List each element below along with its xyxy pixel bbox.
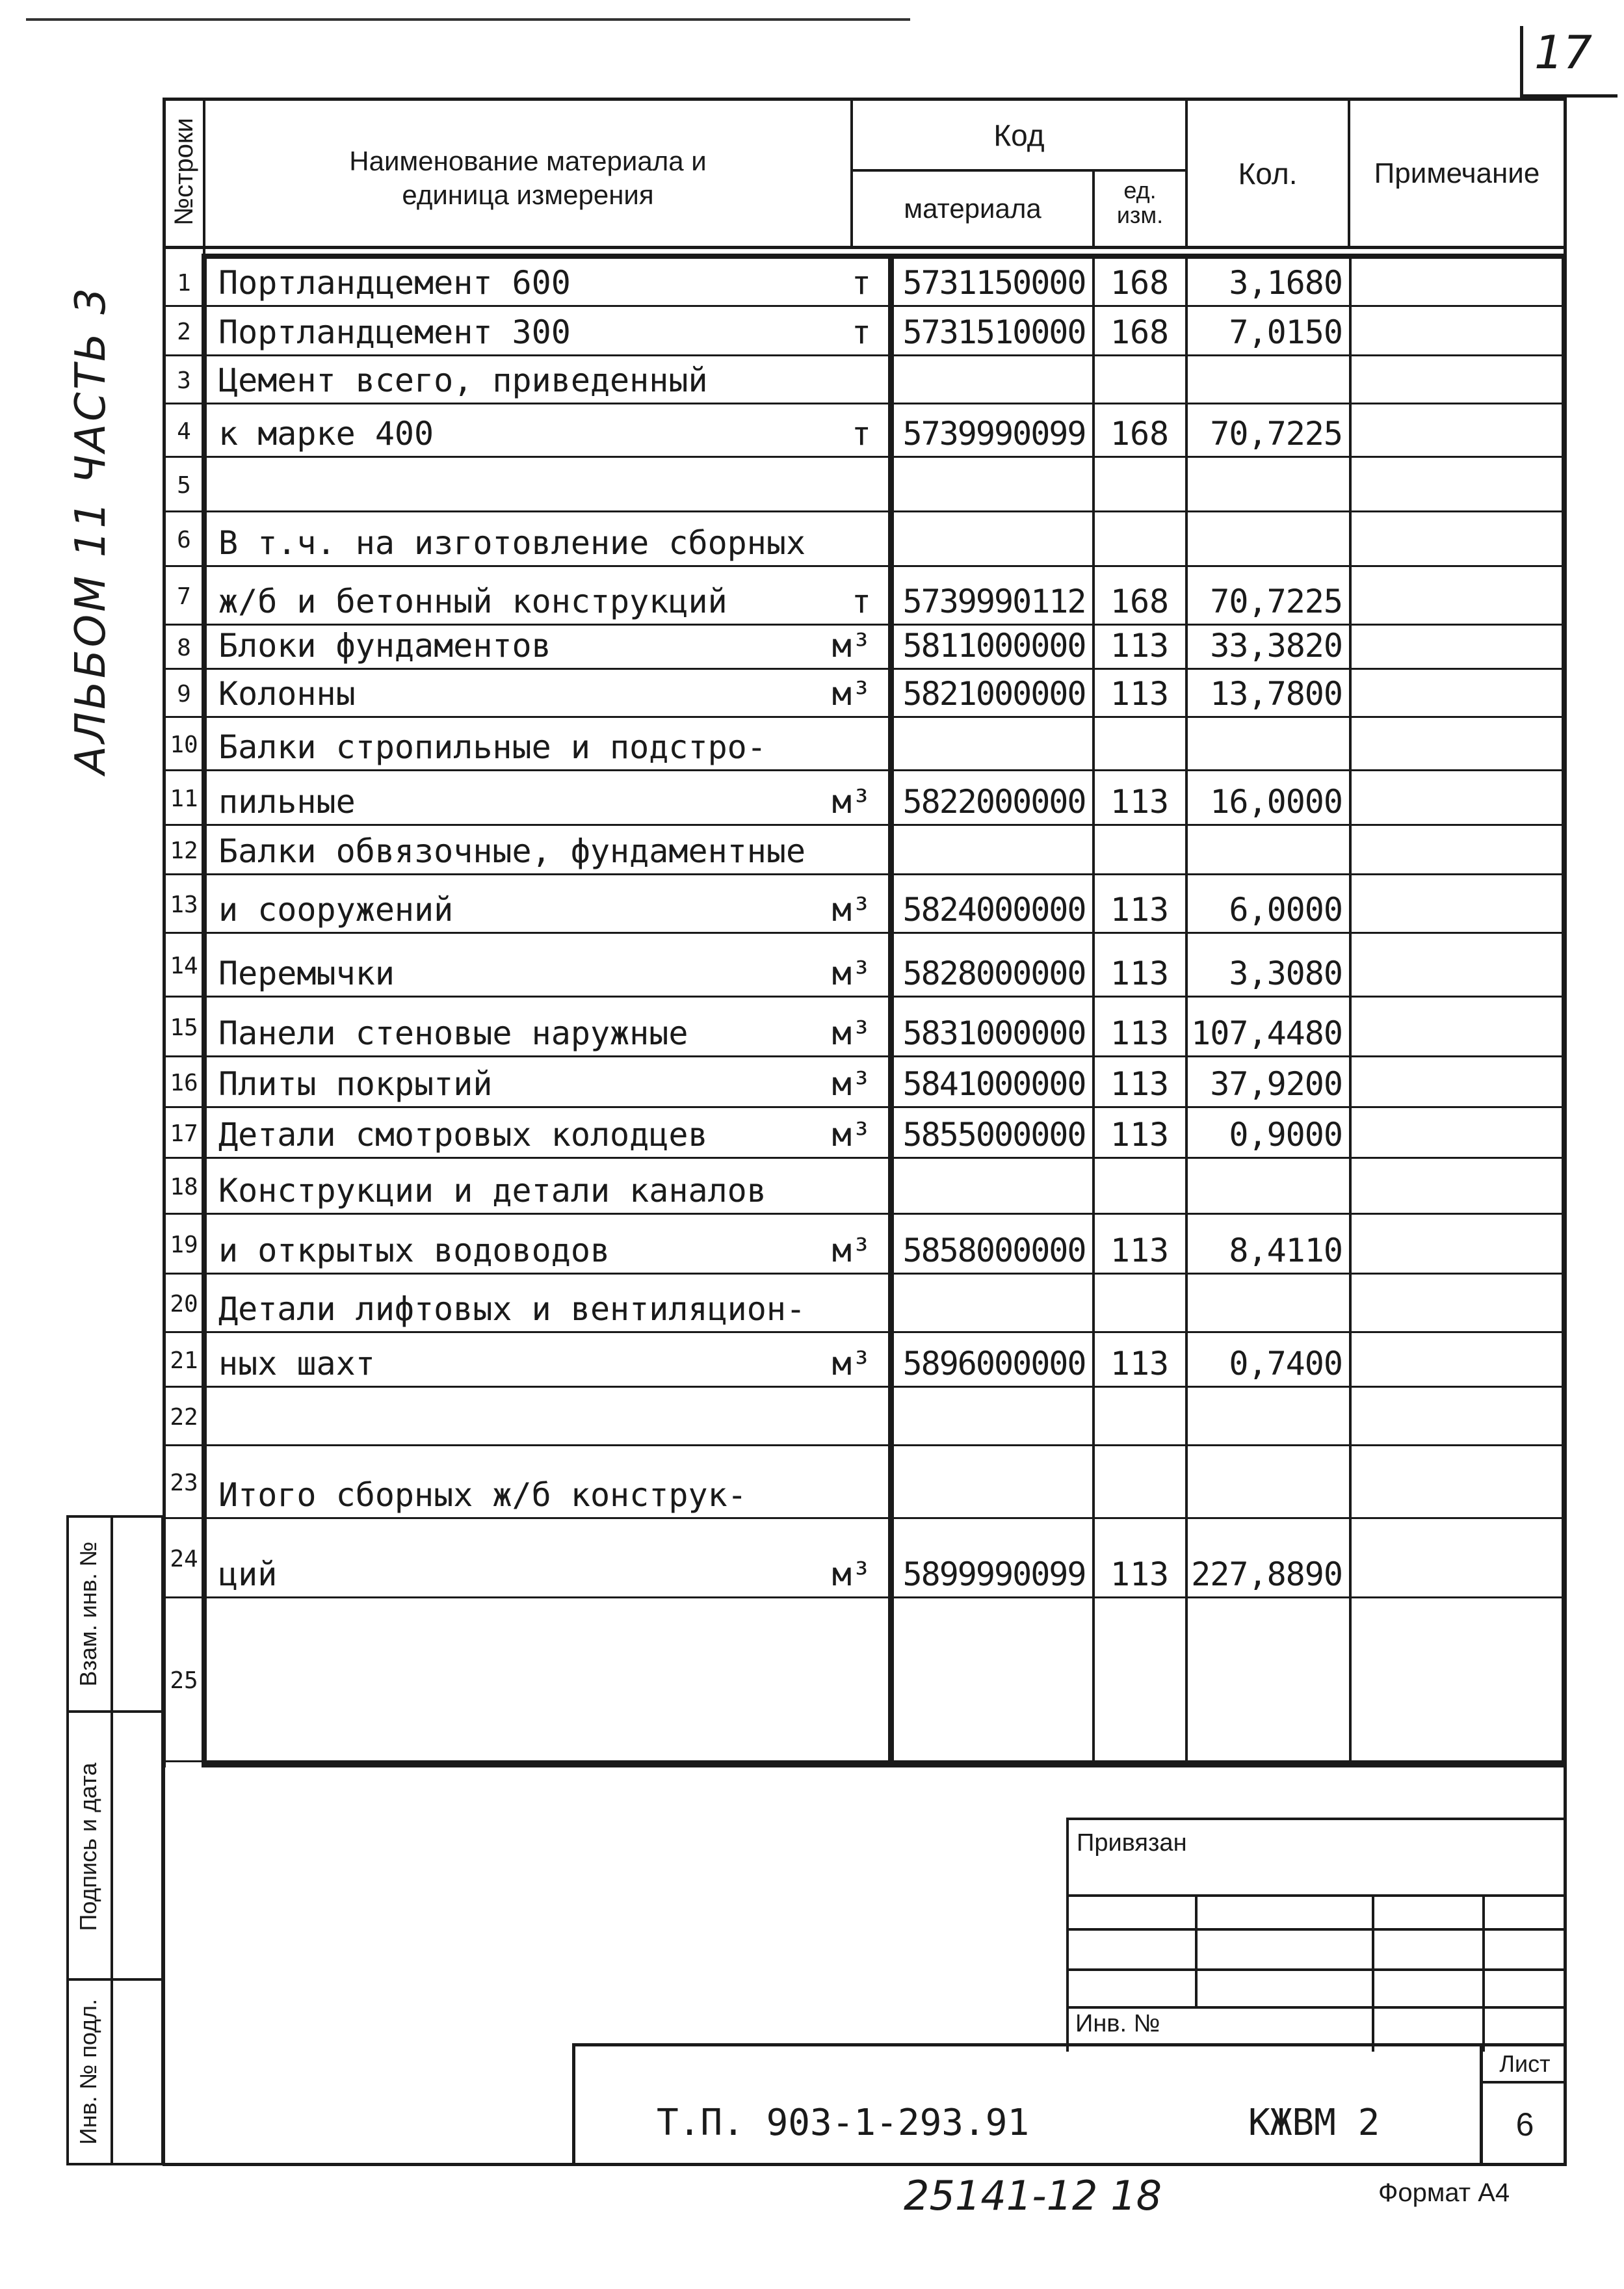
row-material-code: 5831000000 xyxy=(902,1014,1086,1052)
row-number: 11 xyxy=(170,785,198,812)
table-row xyxy=(163,458,1567,512)
table-row xyxy=(163,1159,1567,1215)
row-name: Балки обвязочные, фундаментные xyxy=(218,832,806,870)
row-unit: м³ xyxy=(832,955,871,992)
row-material-code: 5811000000 xyxy=(902,627,1086,665)
table-row xyxy=(163,567,1567,626)
table-row xyxy=(163,259,1567,307)
row-unit: м³ xyxy=(832,1014,871,1052)
row-qty: 16,0000 xyxy=(1210,783,1342,821)
inv-no-label: Инв. № xyxy=(1075,2010,1160,2037)
row-unit: м³ xyxy=(832,1232,871,1269)
table-row xyxy=(163,934,1567,998)
table-row xyxy=(163,356,1567,404)
row-material-code: 5841000000 xyxy=(902,1065,1086,1103)
row-number: 15 xyxy=(170,1014,198,1041)
row-qty: 70,7225 xyxy=(1210,583,1342,620)
row-unit: т xyxy=(851,264,871,302)
row-qty: 33,3820 xyxy=(1210,627,1342,665)
row-number: 20 xyxy=(170,1290,198,1317)
row-material-code: 5739990112 xyxy=(902,583,1086,620)
row-name: пильные xyxy=(218,783,356,821)
row-qty: 3,3080 xyxy=(1229,955,1342,992)
row-name: ж/б и бетонный конструкций xyxy=(218,583,727,620)
table-body xyxy=(170,254,1567,1767)
row-number: 14 xyxy=(170,952,198,979)
table-row xyxy=(163,1519,1567,1598)
row-name: ных шахт xyxy=(218,1345,375,1383)
left-stamp xyxy=(66,1515,164,2165)
row-number: 9 xyxy=(177,680,191,708)
row-qty: 37,9200 xyxy=(1210,1065,1342,1103)
footer-handwritten-number: 25141-12 18 xyxy=(904,2172,1162,2219)
row-name: Итого сборных ж/б конструк- xyxy=(218,1476,747,1514)
header-unit-code xyxy=(1095,178,1185,228)
row-material-code: 5899990099 xyxy=(902,1555,1086,1593)
row-unit-code: 113 xyxy=(1110,1065,1170,1103)
row-material-code: 5855000000 xyxy=(902,1116,1086,1154)
table-row xyxy=(163,1598,1567,1762)
table-row xyxy=(163,1275,1567,1333)
row-unit-code: 113 xyxy=(1110,891,1170,929)
row-unit: м³ xyxy=(832,675,871,713)
row-material-code: 5739990099 xyxy=(902,415,1086,453)
header-unit-code-2: изм. xyxy=(1116,202,1164,228)
row-number: 18 xyxy=(170,1173,198,1200)
stamp-vzam: Взам. инв. № xyxy=(75,1541,101,1687)
row-name: и сооружений xyxy=(218,891,454,929)
row-material-code: 5822000000 xyxy=(902,783,1086,821)
row-material-code: 5824000000 xyxy=(902,891,1086,929)
row-qty: 6,0000 xyxy=(1229,891,1342,929)
table-row xyxy=(163,1446,1567,1519)
row-number: 3 xyxy=(177,367,191,394)
row-qty: 8,4110 xyxy=(1229,1232,1342,1269)
row-unit-code: 168 xyxy=(1110,415,1170,453)
row-unit-code: 113 xyxy=(1110,1232,1170,1269)
list-label: Лист xyxy=(1499,2050,1551,2077)
table-row xyxy=(163,1108,1567,1159)
page-number: 17 xyxy=(1534,26,1593,79)
row-name: В т.ч. на изготовление сборных xyxy=(218,524,806,562)
row-number: 12 xyxy=(170,837,198,864)
row-number: 24 xyxy=(170,1545,198,1572)
row-number: 4 xyxy=(177,417,191,445)
row-unit-code: 113 xyxy=(1110,1116,1170,1154)
row-unit-code: 168 xyxy=(1110,264,1170,302)
row-unit: т xyxy=(851,313,871,351)
row-number: 19 xyxy=(170,1231,198,1258)
table-row xyxy=(163,1215,1567,1275)
row-number: 8 xyxy=(177,634,191,661)
row-name: Детали смотровых колодцев xyxy=(218,1116,708,1154)
stamp-inv-podl: Инв. № подл. xyxy=(75,1998,101,2145)
row-qty: 0,7400 xyxy=(1229,1345,1342,1383)
row-name: Портландцемент 300 xyxy=(218,313,571,351)
row-number: 1 xyxy=(177,269,191,297)
header-name-line2: единица измерения xyxy=(402,179,654,210)
row-qty: 70,7225 xyxy=(1210,415,1342,453)
header-note: Примечание xyxy=(1374,157,1540,189)
row-unit: м³ xyxy=(832,783,871,821)
table-row xyxy=(163,404,1567,458)
row-name: Балки стропильные и подстро- xyxy=(218,728,766,766)
row-unit-code: 113 xyxy=(1110,1014,1170,1052)
row-material-code: 5731150000 xyxy=(902,264,1086,302)
header-unit-code-1: ед. xyxy=(1123,177,1157,204)
table-row xyxy=(163,718,1567,771)
row-unit-code: 113 xyxy=(1110,627,1170,665)
row-number: 2 xyxy=(177,318,191,345)
table-row xyxy=(163,670,1567,718)
row-unit: м³ xyxy=(832,627,871,665)
row-number: 10 xyxy=(170,731,198,758)
row-unit-code: 113 xyxy=(1110,783,1170,821)
row-unit-code: 113 xyxy=(1110,1555,1170,1593)
materials-table xyxy=(163,98,1567,1767)
doc-mark: КЖВМ 2 xyxy=(1248,2102,1380,2144)
row-material-code: 5896000000 xyxy=(902,1345,1086,1383)
row-number: 17 xyxy=(170,1120,198,1147)
privyazan-block xyxy=(1066,1818,1567,2052)
row-qty: 3,1680 xyxy=(1229,264,1342,302)
table-row xyxy=(163,875,1567,934)
row-unit: м³ xyxy=(832,1555,871,1593)
page-number-divider xyxy=(1520,26,1523,98)
row-name: к марке 400 xyxy=(218,415,434,453)
row-name: Блоки фундаментов xyxy=(218,627,551,665)
table-row xyxy=(163,512,1567,567)
row-name: Портландцемент 600 xyxy=(218,264,571,302)
row-material-code: 5731510000 xyxy=(902,313,1086,351)
row-number: 13 xyxy=(170,891,198,918)
row-unit: м³ xyxy=(832,891,871,929)
doc-code: Т.П. 903-1-293.91 xyxy=(657,2102,1030,2144)
table-row xyxy=(163,826,1567,875)
row-name: Перемычки xyxy=(218,955,395,992)
table-row xyxy=(163,771,1567,826)
privyazan-label: Привязан xyxy=(1077,1829,1187,1857)
table-row xyxy=(163,626,1567,670)
row-material-code: 5821000000 xyxy=(902,675,1086,713)
row-material-code: 5828000000 xyxy=(902,955,1086,992)
doc-stamp xyxy=(572,2043,1567,2165)
row-unit: т xyxy=(851,415,871,453)
top-rule xyxy=(26,18,910,21)
format-label: Формат А4 xyxy=(1378,2178,1510,2207)
row-number: 25 xyxy=(170,1667,198,1694)
row-name: Цемент всего, приведенный xyxy=(218,362,708,399)
table-row xyxy=(163,307,1567,356)
row-name: Плиты покрытий xyxy=(218,1065,493,1103)
row-name: Панели стеновые наружные xyxy=(218,1014,688,1052)
row-qty: 0,9000 xyxy=(1229,1116,1342,1154)
row-name: и открытых водоводов xyxy=(218,1232,610,1269)
stamp-podpis: Подпись и дата xyxy=(75,1762,101,1931)
row-number: 23 xyxy=(170,1469,198,1496)
row-name: ций xyxy=(218,1555,278,1593)
list-value: 6 xyxy=(1515,2106,1534,2143)
row-unit-code: 168 xyxy=(1110,583,1170,620)
header-material: материала xyxy=(904,193,1041,224)
row-qty: 13,7800 xyxy=(1210,675,1342,713)
row-unit-code: 113 xyxy=(1110,675,1170,713)
row-unit: м³ xyxy=(832,1065,871,1103)
row-unit: м³ xyxy=(832,1345,871,1383)
header-qty: Кол. xyxy=(1238,156,1298,191)
row-unit: т xyxy=(851,583,871,620)
row-name: Конструкции и детали каналов xyxy=(218,1172,766,1210)
header-row-no: №строки xyxy=(169,118,198,226)
row-unit-code: 113 xyxy=(1110,955,1170,992)
table-row xyxy=(163,1388,1567,1446)
row-unit-code: 113 xyxy=(1110,1345,1170,1383)
row-unit-code: 168 xyxy=(1110,313,1170,351)
row-number: 5 xyxy=(177,471,191,499)
row-number: 22 xyxy=(170,1403,198,1431)
row-name: Детали лифтовых и вентиляцион- xyxy=(218,1290,806,1328)
row-material-code: 5858000000 xyxy=(902,1232,1086,1269)
table-row xyxy=(163,998,1567,1057)
row-unit: м³ xyxy=(832,1116,871,1154)
table-row xyxy=(163,1057,1567,1108)
table-row xyxy=(163,1333,1567,1388)
album-side-note: АЛЬБОМ 11 ЧАСТЬ 3 xyxy=(67,285,115,774)
header-name-line1: Наименование материала и xyxy=(349,146,707,176)
row-number: 6 xyxy=(177,526,191,553)
row-number: 7 xyxy=(177,583,191,610)
row-number: 21 xyxy=(170,1347,198,1374)
header-code: Код xyxy=(993,118,1045,152)
row-name: Колонны xyxy=(218,675,356,713)
row-qty: 107,4480 xyxy=(1191,1014,1342,1052)
row-qty: 227,8890 xyxy=(1191,1555,1342,1593)
frame-left xyxy=(163,1767,165,2165)
row-number: 16 xyxy=(170,1069,198,1096)
row-qty: 7,0150 xyxy=(1229,313,1342,351)
header-name xyxy=(205,144,850,212)
